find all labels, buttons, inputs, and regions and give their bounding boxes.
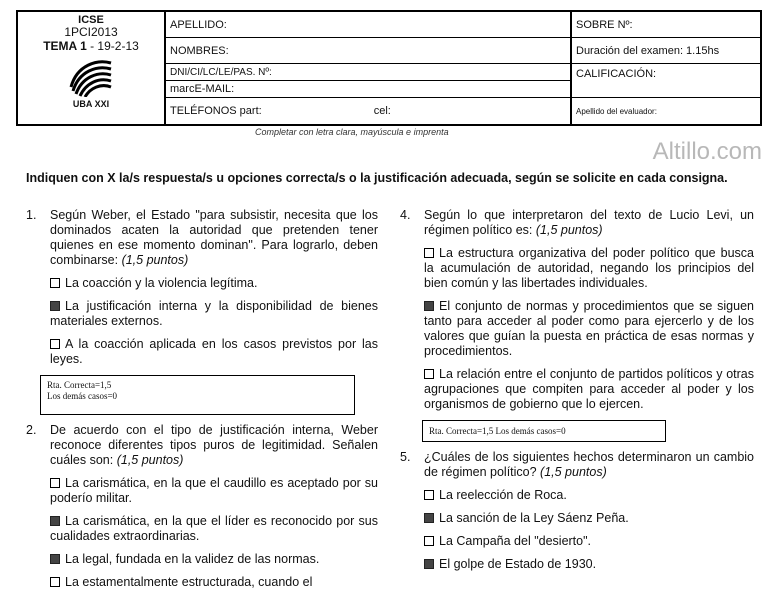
completion-hint: Completar con letra clara, mayúscula e imprenta	[255, 127, 449, 137]
tema-line	[18, 39, 164, 53]
logo-line1: ICSE	[78, 14, 104, 26]
question-stem: Según lo que interpretaron del texto de Lucio Levi, un régimen político es:	[424, 208, 754, 237]
question-5	[400, 450, 754, 480]
left-column	[26, 208, 378, 598]
uba-logo-icon	[67, 57, 115, 97]
checkbox-checked-icon[interactable]	[424, 301, 434, 311]
cel-label: cel:	[373, 105, 391, 117]
option-q5-d[interactable]	[424, 557, 754, 572]
option-q4-a[interactable]	[424, 246, 754, 291]
question-stem: Según Weber, el Estado "para subsistir, necesita que los dominados acaten la autoridad que pretenden tener quienes en ese momento dominan". Para lograrlo, deben combinarse:	[50, 208, 378, 267]
evaluador-field[interactable]: Apellido del evaluador:	[576, 106, 657, 116]
telefonos-field[interactable]	[166, 98, 570, 124]
question-text	[424, 208, 754, 238]
checkbox-icon[interactable]	[424, 536, 434, 546]
answer-key-q1	[40, 375, 355, 415]
checkbox-icon[interactable]	[424, 248, 434, 258]
option-text: La coacción y la violencia legítima.	[65, 276, 258, 290]
uba-label: UBA XXI	[72, 99, 110, 109]
option-q1-b[interactable]	[50, 299, 378, 329]
question-points: (1,5 puntos)	[540, 465, 607, 479]
option-q1-c[interactable]	[50, 337, 378, 367]
option-text: La Campaña del "desierto".	[439, 534, 592, 548]
option-q2-a[interactable]	[50, 476, 378, 506]
option-q5-c[interactable]	[424, 534, 754, 549]
option-q4-b[interactable]	[424, 299, 754, 359]
option-text: La estructura organizativa del poder político que busca la acumulación de autoridad, negando los principios del bien común y las libertades individuales.	[424, 246, 754, 290]
sobre-field[interactable]: SOBRE Nº:	[572, 12, 760, 38]
checkbox-checked-icon[interactable]	[50, 516, 60, 526]
checkbox-icon[interactable]	[50, 339, 60, 349]
question-1	[26, 208, 378, 268]
question-stem: ¿Cuáles de los siguientes hechos determinaron un cambio de régimen político?	[424, 450, 754, 479]
checkbox-icon[interactable]	[50, 577, 60, 587]
duracion-label: Duración del examen: 1.15hs	[572, 38, 760, 64]
question-number: 5.	[400, 450, 411, 464]
nombres-field[interactable]: NOMBRES:	[166, 38, 570, 64]
exam-info-fields	[572, 12, 760, 124]
dni-field[interactable]: DNI/CI/LC/LE/PAS. Nº:	[166, 64, 570, 81]
logo-cell	[18, 12, 166, 124]
option-q5-a[interactable]	[424, 488, 754, 503]
option-q2-d[interactable]	[50, 575, 378, 590]
checkbox-checked-icon[interactable]	[50, 554, 60, 564]
email-field[interactable]: marcE-MAIL:	[166, 81, 570, 98]
option-q4-c[interactable]	[424, 367, 754, 412]
question-number: 2.	[26, 423, 37, 437]
checkbox-checked-icon[interactable]	[424, 559, 434, 569]
checkbox-icon[interactable]	[50, 478, 60, 488]
question-points: (1,5 puntos)	[535, 223, 603, 237]
logo-line2: 1PCI2013	[64, 25, 118, 39]
option-text: La estamentalmente estructurada, cuando el	[65, 575, 313, 589]
exam-header	[16, 10, 762, 126]
option-text: La justificación interna y la disponibilidad de bienes materiales externos.	[50, 299, 378, 328]
apellido-field[interactable]: APELLIDO:	[166, 12, 570, 38]
option-text: El conjunto de normas y procedimientos que se siguen tanto para acceder al poder como para ejercerlo y de los valores que guían la puesta en práctica de esas normas y procedimientos.	[424, 299, 754, 358]
watermark: Altillo.com	[652, 138, 762, 165]
option-text: La sanción de la Ley Sáenz Peña.	[439, 511, 629, 525]
option-q1-a[interactable]	[50, 276, 378, 291]
question-number: 4.	[400, 208, 411, 222]
question-4	[400, 208, 754, 238]
answer-line: Rta. Correcta=1,5	[47, 380, 112, 390]
question-text	[424, 450, 754, 480]
tema-date: - 19-2-13	[86, 39, 139, 53]
question-text	[50, 208, 378, 268]
calificacion-field[interactable]: CALIFICACIÓN:	[572, 64, 760, 98]
right-column	[400, 208, 754, 580]
option-q5-b[interactable]	[424, 511, 754, 526]
checkbox-checked-icon[interactable]	[50, 301, 60, 311]
option-text: La legal, fundada en la validez de las normas.	[65, 552, 320, 566]
telefonos-label: TELÉFONOS part:	[170, 105, 262, 117]
tema-label: TEMA 1	[43, 39, 87, 53]
option-text: La carismática, en la que el caudillo es aceptado por su poderío militar.	[50, 476, 378, 505]
option-text: La reelección de Roca.	[439, 488, 567, 502]
checkbox-icon[interactable]	[50, 278, 60, 288]
option-text: A la coacción aplicada en los casos previstos por las leyes.	[50, 337, 378, 366]
option-text: La relación entre el conjunto de partidos políticos y otras agrupaciones que compiten para acceder al poder y los organismos de gobierno que lo ejercen.	[424, 367, 754, 411]
question-number: 1.	[26, 208, 37, 222]
checkbox-checked-icon[interactable]	[424, 513, 434, 523]
question-text	[50, 423, 378, 468]
question-stem: De acuerdo con el tipo de justificación interna, Weber reconoce diferentes tipos puros de legitimidad. Señalen cuáles son:	[50, 423, 378, 467]
option-text: El golpe de Estado de 1930.	[439, 557, 597, 571]
question-points: (1,5 puntos)	[121, 253, 189, 267]
answer-line: Los demás casos=0	[47, 391, 118, 401]
question-2	[26, 423, 378, 468]
checkbox-icon[interactable]	[424, 490, 434, 500]
answer-key-q4: Rta. Correcta=1,5 Los demás casos=0	[422, 420, 666, 442]
instructions: Indiquen con X la/s respuesta/s u opciones correcta/s o la justificación adecuada, según se solicite en cada consigna.	[26, 171, 728, 185]
option-text: La carismática, en la que el líder es reconocido por sus cualidades extraordinarias.	[50, 514, 378, 543]
checkbox-icon[interactable]	[424, 369, 434, 379]
option-q2-b[interactable]	[50, 514, 378, 544]
student-fields	[166, 12, 572, 124]
option-q2-c[interactable]	[50, 552, 378, 567]
question-points: (1,5 puntos)	[116, 453, 184, 467]
